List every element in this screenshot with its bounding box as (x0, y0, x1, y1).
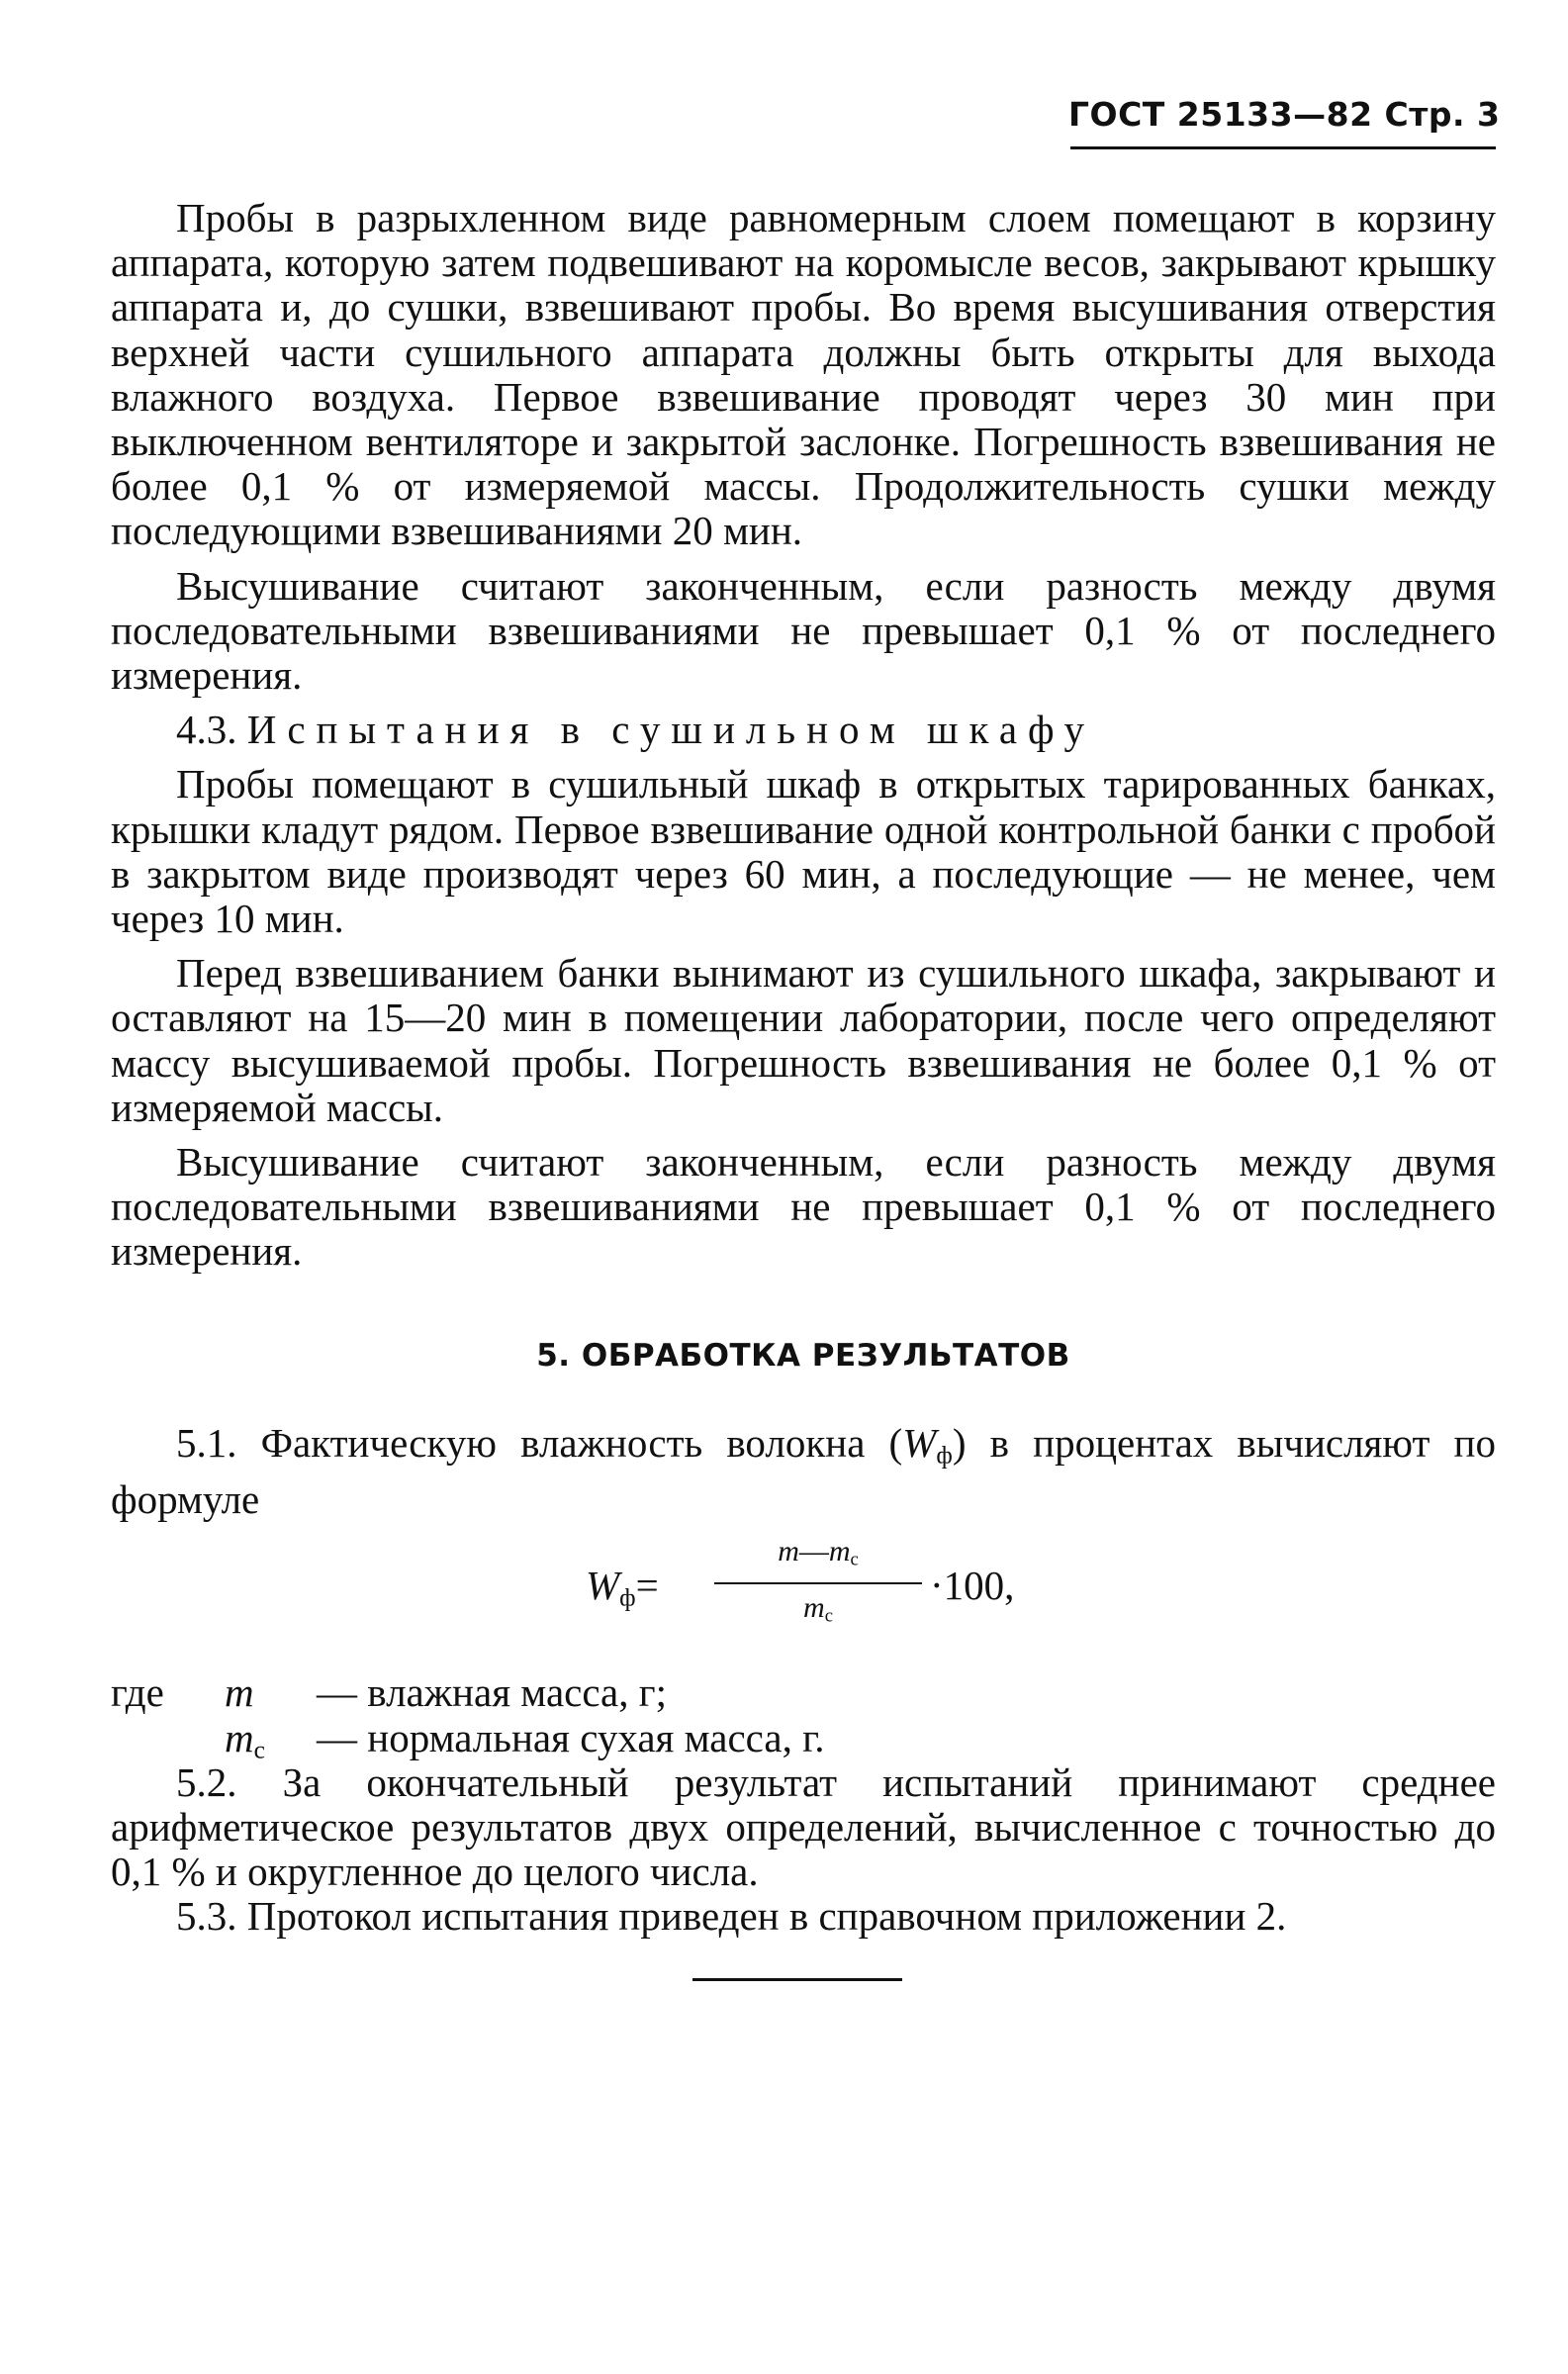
formula-fraction (714, 1534, 922, 1634)
definition-row: где m — влажная масса, г; (111, 1669, 667, 1716)
header-rule (1070, 146, 1496, 149)
subsection-title: Испытания в сушильном шкафу (246, 707, 1096, 753)
paragraph-5-3: 5.3. Протокол испытания приведен в справочном приложении 2. (176, 1893, 1287, 1940)
subsection-number: 4.3. (176, 707, 237, 753)
formula (111, 1534, 1496, 1651)
subsection-heading-4-3 (111, 708, 1496, 752)
formula-rhs: ·100, (930, 1563, 1015, 1609)
symbol: W (902, 1419, 937, 1466)
running-header: ГОСТ 25133—82 Стр. 3 (1068, 95, 1501, 134)
formula-numerator: $m—m_с$ (778, 1535, 859, 1571)
variable-definitions (111, 1669, 1496, 1763)
paragraph: Пробы в разрыхленном виде равномерным слоем помещают в корзину аппарата, которую затем подвешивают на коромысле весов, закрывают крышку аппарата и, до сушки, взвешивают пробы. Во время высушивания отверстия верхней части сушильного аппарата должны быть открыты для выхода влажного воздуха. Первое взвешивание проводят через 30 мин при выключенном вентиляторе и закрытой заслонке. Погрешность взвешивания не более 0,1 % от измеряемой массы. Продолжительность сушки между последующими взвешиваниями 20 мин. (111, 195, 1496, 554)
section-heading: 5. ОБРАБОТКА РЕЗУЛЬТАТОВ (536, 1337, 1070, 1374)
formula-denominator: $m_с$ (803, 1591, 833, 1627)
body-text (111, 196, 1496, 1940)
definition-row: $m_с$ — нормальная сухая масса, г. (225, 1714, 825, 1763)
paragraph: Высушивание считают законченным, если разность между двумя последовательными взвешиваниями не превышает 0,1 % от последнего измерения. (111, 1139, 1496, 1275)
paragraph: Перед взвешиванием банки вынимают из сушильного шкафа, закрывают и оставляют на 15—20 мин в помещении лаборатории, после чего определяют массу высушиваемой пробы. Погрешность взвешивания не более 0,1 % от измеряемой массы. (111, 950, 1496, 1130)
paragraph-5-1: 5.1. Фактическую влажность волокна $(W_ф)$ в процентах вычисляют по формуле (111, 1419, 1496, 1523)
paragraph-5-2: 5.2. За окончательный результат испытаний принимают среднее арифметическое результатов двух определений, вычисленное с точностью до 0,1 % и округленное до целого числа. (111, 1758, 1496, 1895)
fraction-bar (714, 1582, 922, 1584)
paragraph: Высушивание считают законченным, если разность между двумя последовательными взвешиваниями не превышает 0,1 % от последнего измерения. (111, 562, 1496, 699)
subscript: ф (936, 1441, 953, 1470)
formula-lhs: $W_ф=$ (586, 1563, 659, 1612)
end-rule (692, 1978, 902, 1981)
paragraph: Пробы помещают в сушильный шкаф в открытых тарированных банках, крышки кладут рядом. Первое взвешивание одной контрольной банки с пробой в закрытом виде производят через 60 мин, а последующие — не менее, чем через 10 мин. (111, 761, 1496, 942)
